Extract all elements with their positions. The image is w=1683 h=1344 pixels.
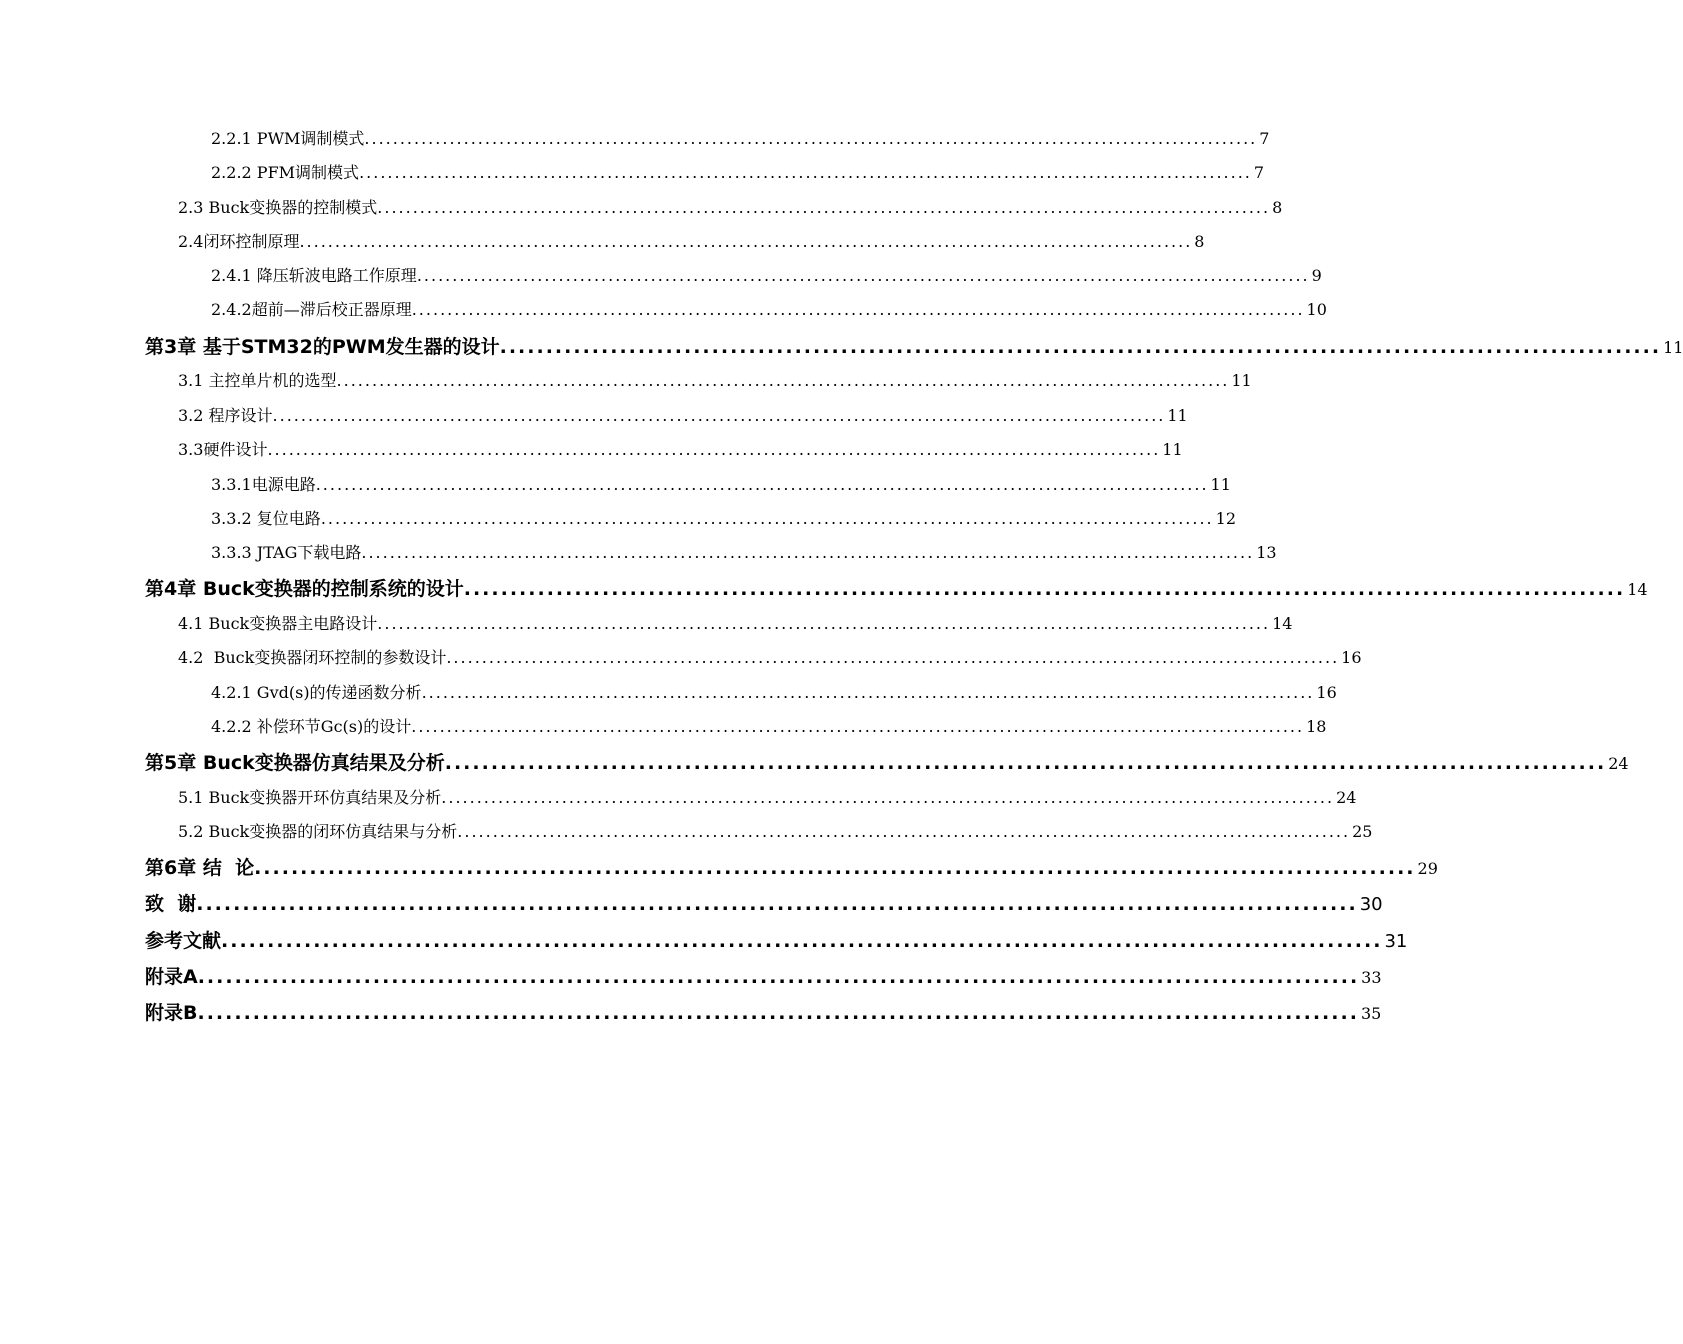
toc-leader-dots: .............................................................................................................................. (336, 371, 1230, 390)
toc-chapter-entry (145, 889, 1383, 916)
toc-leader-dots: .............................................................................................................................. (377, 614, 1271, 633)
toc-entry-page: 29 (1417, 859, 1438, 878)
toc-entry-title: 5.2 Buck变换器的闭环仿真结果与分析 (178, 822, 458, 841)
toc-entry-title: 2.3 Buck变换器的控制模式 (178, 198, 378, 217)
toc-entry-title: 第3章 基于STM32的PWM发生器的设计 (145, 336, 500, 358)
toc-entry (211, 297, 1327, 320)
toc-entry-page: 33 (1361, 968, 1382, 987)
toc-entry-title: 附录A (145, 966, 198, 988)
toc-chapter-entry (145, 748, 1629, 775)
toc-entry-page: 10 (1306, 300, 1327, 319)
toc-entry (211, 714, 1327, 737)
toc-entry-page: 14 (1272, 614, 1293, 633)
toc-entry-page: 8 (1272, 198, 1283, 217)
toc-leader-dots: .............................................................................................................................. (272, 406, 1166, 425)
toc-entry-page: 11 (1162, 440, 1183, 459)
toc-chapter-entry (145, 998, 1382, 1025)
toc-leader-dots: .............................................................................................................................. (377, 198, 1271, 217)
toc-entry (178, 611, 1293, 634)
toc-entry (211, 472, 1231, 495)
toc-entry-page: 11 (1210, 475, 1231, 494)
toc-entry-page: 35 (1360, 1004, 1382, 1023)
toc-entry-page: 11 (1663, 338, 1683, 357)
toc-leader-dots: .............................................................................................................................. (267, 440, 1161, 459)
toc-entry-title: 第6章 结 论 (145, 857, 255, 879)
toc-entry-title: 2.4闭环控制原理 (178, 232, 300, 251)
toc-entry-title: 3.3.2 复位电路 (211, 509, 321, 528)
toc-leader-dots: .............................................................................................................................. (320, 509, 1214, 528)
toc-leader-dots: .............................................................................................................................. (196, 893, 1358, 915)
toc-entry-title: 3.3.1电源电路 (211, 475, 316, 494)
toc-entry (211, 540, 1277, 563)
toc-entry (211, 680, 1337, 703)
toc-entry-title: 4.2.1 Gvd(s)的传递函数分析 (211, 683, 422, 702)
toc-leader-dots: .............................................................................................................................. (411, 717, 1305, 736)
toc-leader-dots: .............................................................................................................................. (444, 752, 1607, 774)
toc-entry-title: 5.1 Buck变换器开环仿真结果及分析 (178, 788, 442, 807)
toc-entry-page: 24 (1608, 754, 1629, 773)
toc-leader-dots: .............................................................................................................................. (364, 129, 1258, 148)
toc-entry-page: 24 (1336, 788, 1357, 807)
toc-leader-dots: .............................................................................................................................. (499, 336, 1662, 358)
toc-entry-page: 7 (1259, 129, 1270, 148)
toc-chapter-entry (145, 574, 1648, 601)
toc-leader-dots: .............................................................................................................................. (463, 578, 1626, 600)
toc-entry-title: 2.2.1 PWM调制模式 (211, 129, 365, 148)
toc-entry-title: 4.1 Buck变换器主电路设计 (178, 614, 378, 633)
toc-entry-title: 附录B (145, 1002, 198, 1024)
toc-entry-page: 13 (1256, 543, 1277, 562)
toc-entry (211, 506, 1236, 529)
toc-entry-title: 第4章 Buck变换器的控制系统的设计 (145, 578, 464, 600)
toc-leader-dots: .............................................................................................................................. (359, 163, 1252, 182)
toc-entry-title: 4.2 Buck变换器闭环控制的参数设计 (178, 648, 447, 667)
toc-chapter-entry (145, 332, 1683, 359)
toc-entry-page: 16 (1341, 648, 1362, 667)
toc-entry-page: 25 (1352, 822, 1373, 841)
toc-leader-dots: .............................................................................................................................. (315, 475, 1209, 494)
toc-entry-title: 3.2 程序设计 (178, 406, 273, 425)
toc-entry-page: 12 (1215, 509, 1236, 528)
toc-entry (178, 195, 1283, 218)
toc-entry (178, 368, 1252, 391)
toc-entry-page: 16 (1316, 683, 1337, 702)
toc-leader-dots: .............................................................................................................................. (299, 232, 1193, 251)
toc-entry (211, 263, 1322, 286)
toc-entry-page: 30 (1359, 894, 1383, 915)
toc-entry-title: 2.4.1 降压斩波电路工作原理 (211, 266, 417, 285)
toc-leader-dots: .............................................................................................................................. (416, 266, 1310, 285)
toc-entry (178, 785, 1357, 808)
toc-entry-page: 11 (1167, 406, 1188, 425)
toc-leader-dots: .............................................................................................................................. (221, 930, 1383, 952)
toc-leader-dots: .............................................................................................................................. (457, 822, 1351, 841)
toc-entry-page: 9 (1311, 266, 1322, 285)
toc-entry (178, 819, 1373, 842)
toc-chapter-entry (145, 962, 1382, 989)
toc-leader-dots: .............................................................................................................................. (361, 543, 1255, 562)
toc-entry-title: 第5章 Buck变换器仿真结果及分析 (145, 752, 445, 774)
toc-leader-dots: .............................................................................................................................. (254, 857, 1416, 879)
toc-entry-title: 致 谢 (145, 893, 197, 915)
toc-leader-dots: .............................................................................................................................. (421, 683, 1315, 702)
toc-entry-title: 4.2.2 补偿环节Gc(s)的设计 (211, 717, 412, 736)
toc-leader-dots: .............................................................................................................................. (197, 1002, 1359, 1024)
toc-entry (211, 126, 1270, 149)
toc-chapter-entry (145, 926, 1408, 953)
toc-leader-dots: .............................................................................................................................. (411, 300, 1305, 319)
toc-entry-page: 14 (1627, 580, 1648, 599)
toc-entry (178, 229, 1205, 252)
toc-entry-title: 3.3硬件设计 (178, 440, 268, 459)
toc-entry-title: 2.2.2 PFM调制模式 (211, 163, 360, 182)
toc-entry (178, 437, 1183, 460)
toc-entry-page: 7 (1253, 163, 1265, 182)
toc-entry (178, 403, 1188, 426)
toc-leader-dots: .............................................................................................................................. (441, 788, 1335, 807)
toc-leader-dots: .............................................................................................................................. (197, 966, 1360, 988)
toc-entry (178, 645, 1362, 668)
toc-entry-page: 31 (1384, 931, 1408, 952)
toc-entry-page: 18 (1306, 717, 1327, 736)
toc-entry (211, 160, 1265, 183)
toc-entry-page: 8 (1194, 232, 1205, 251)
toc-entry-title: 3.1 主控单片机的选型 (178, 371, 337, 390)
toc-leader-dots: .............................................................................................................................. (446, 648, 1340, 667)
toc-entry-title: 2.4.2超前—滞后校正器原理 (211, 300, 412, 319)
toc-chapter-entry (145, 853, 1438, 880)
toc-entry-title: 参考文献 (145, 930, 222, 952)
toc-entry-title: 3.3.3 JTAG下载电路 (211, 543, 362, 562)
toc-entry-page: 11 (1231, 371, 1252, 390)
